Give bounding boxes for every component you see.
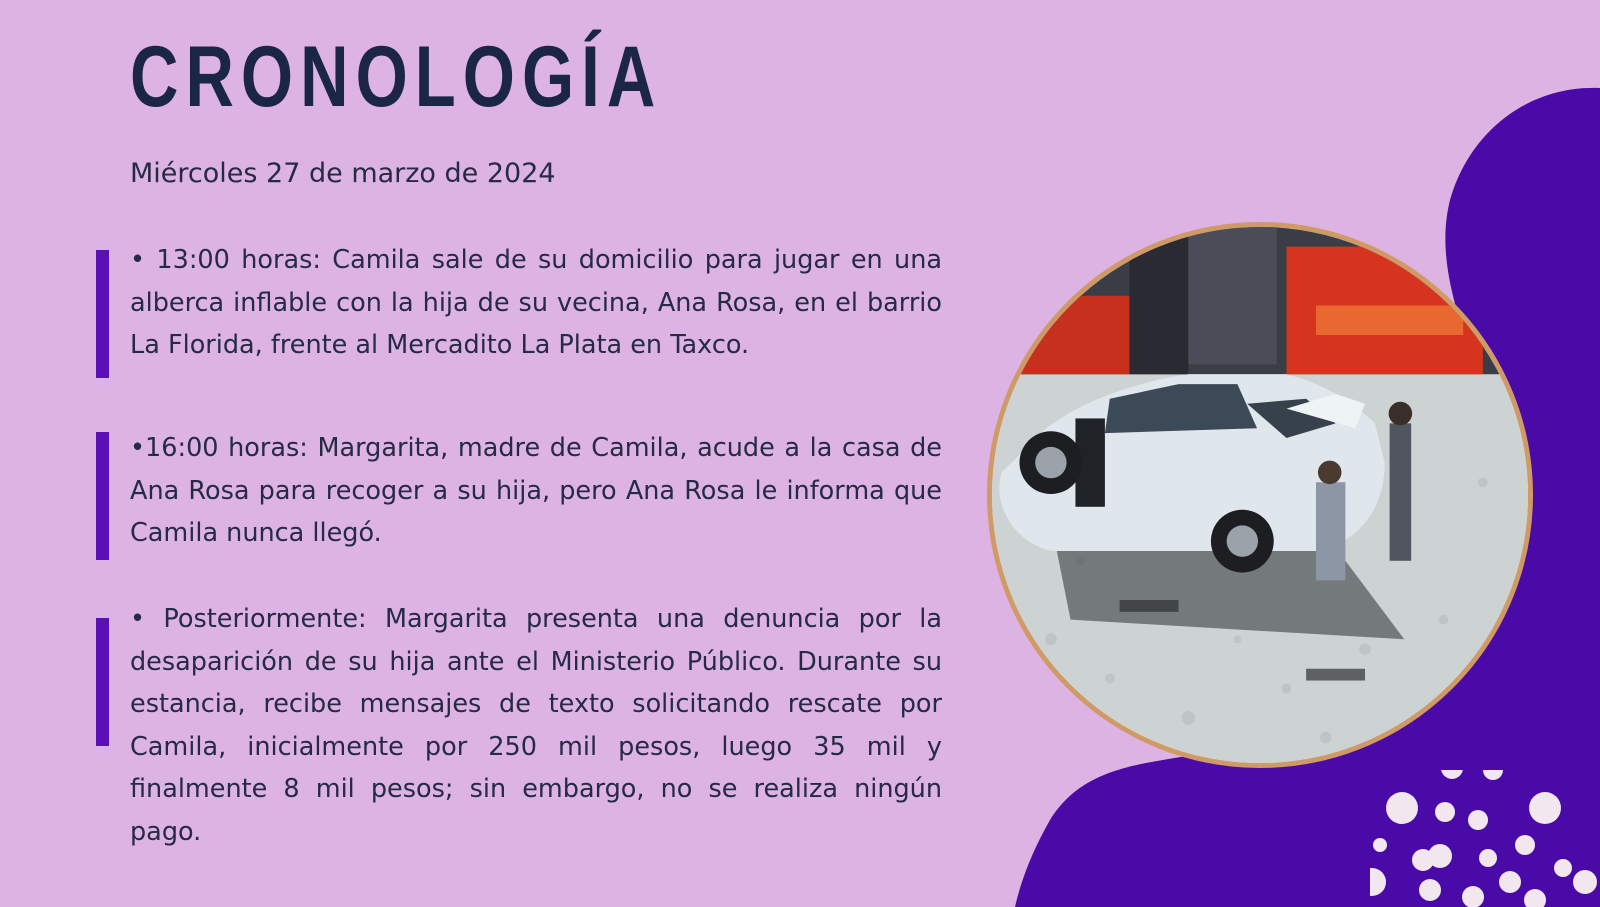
street-photo-circle	[987, 222, 1533, 768]
entry-accent-bar	[96, 250, 109, 378]
date-subtitle: Miércoles 27 de marzo de 2024	[130, 158, 556, 189]
page-title: CRONOLOGÍA	[130, 29, 663, 125]
car-street-photo-illustration	[992, 227, 1528, 763]
timeline-entry-1300: • 13:00 horas: Camila sale de su domicilio para jugar en una alberca inflable con la hija de su vecina, Ana Rosa, en el barrio La Florida, frente al Mercadito La Plata en Taxco.	[130, 245, 942, 360]
entry-accent-bar	[96, 618, 109, 746]
timeline-entry-posteriormente: • Posteriormente: Margarita presenta una denuncia por la desaparición de su hija ante el Ministerio Público. Durante su estancia, recibe mensajes de texto solicitando rescate por Camila, inicialmente por 250 mil pesos, luego 35 mil y finalmente 8 mil pesos; sin embargo, no se realiza ningún pago.	[130, 604, 942, 847]
timeline-entry-1600: •16:00 horas: Margarita, madre de Camila, acude a la casa de Ana Rosa para recoger a su hija, pero Ana Rosa le informa que Camila nunca llegó.	[130, 433, 942, 548]
decorative-dots	[1370, 770, 1600, 907]
entry-accent-bar	[96, 432, 109, 560]
